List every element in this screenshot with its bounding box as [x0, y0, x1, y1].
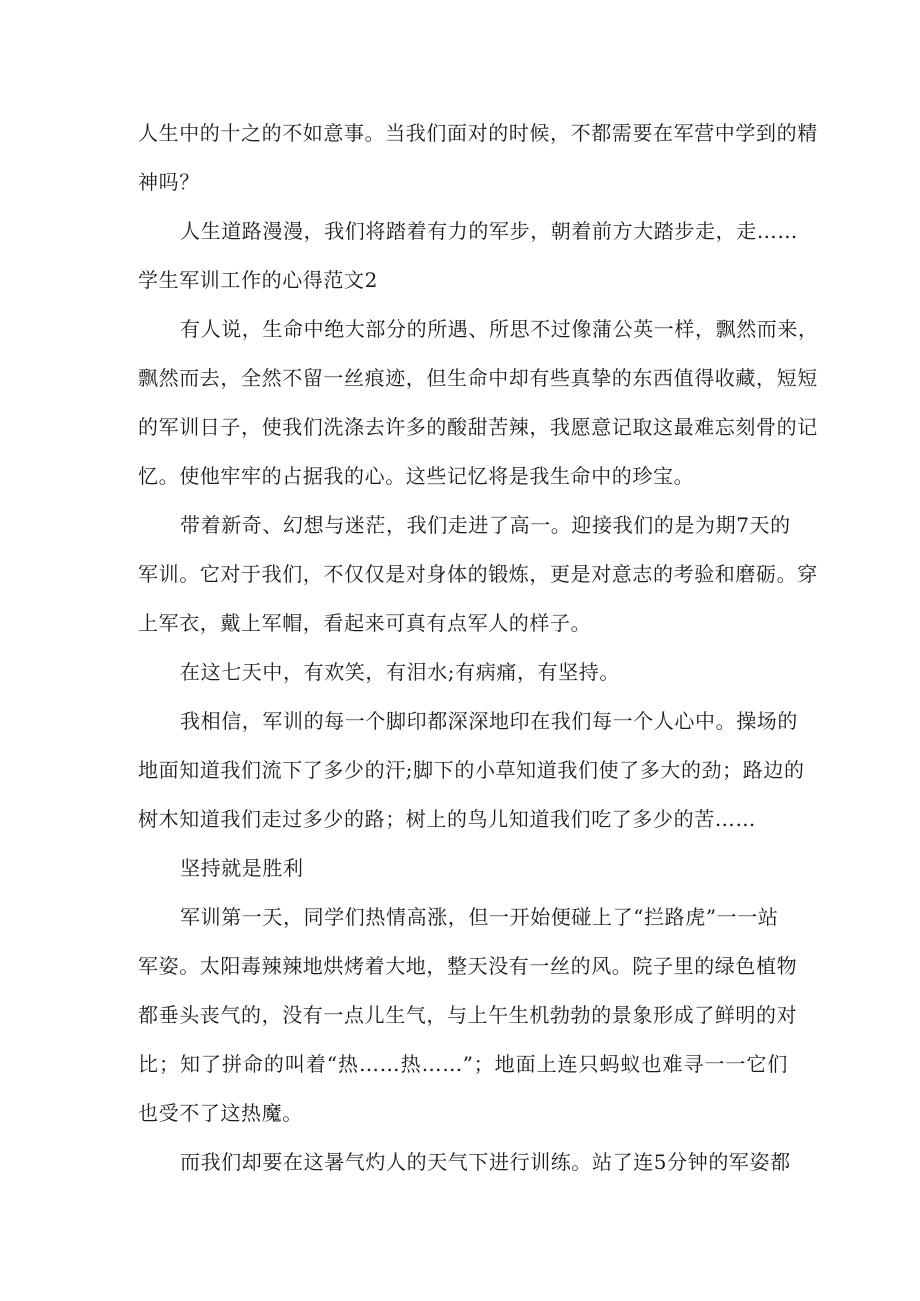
text-line: 忆。使他牢牢的占据我的心。这些记忆将是我生命中的珍宝。	[138, 464, 695, 488]
text-line: 我相信，军训的每一个脚印都深深地印在我们每一个人心中。操场的	[180, 709, 798, 733]
text-line: 上军衣，戴上军帽，看起来可真有点军人的样子。	[138, 611, 592, 635]
subheading: 坚持就是胜利	[180, 856, 304, 880]
text-line: 带着新奇、幻想与迷茫，我们走进了高一。迎接我们的是为期7天的	[180, 513, 791, 537]
text-line: 比；知了拼命的叫着“热……热……”；地面上连只蚂蚁也难寻一一它们	[138, 1052, 788, 1076]
text-line: 而我们却要在这暑气灼人的天气下进行训练。站了连5分钟的军姿都	[180, 1150, 791, 1174]
text-line: 军训第一天，同学们热情高涨，但一开始便碰上了“拦路虎”一一站	[180, 905, 779, 929]
text-line: 有人说，生命中绝大部分的所遇、所思不过像蒲公英一样，飘然而来，	[180, 317, 819, 341]
text-line: 地面知道我们流下了多少的汗;脚下的小草知道我们使了多大的劲；路边的	[138, 758, 805, 782]
text-line: 人生中的十之的不如意事。当我们面对的时候，不都需要在军营中学到的精	[138, 121, 818, 145]
text-line: 军训。它对于我们，不仅仅是对身体的锻炼，更是对意志的考验和磨砺。穿	[138, 562, 818, 586]
text-line: 树木知道我们走过多少的路；树上的鸟儿知道我们吃了多少的苦……	[138, 807, 756, 831]
text-line: 的军训日子，使我们洗涤去许多的酸甜苦辣，我愿意记取这最难忘刻骨的记	[138, 415, 818, 439]
text-line: 人生道路漫漫，我们将踏着有力的军步，朝着前方大踏步走，走……	[180, 219, 798, 243]
text-line: 军姿。太阳毒辣辣地烘烤着大地，整天没有一丝的风。院子里的绿色植物	[138, 954, 798, 978]
text-line: 在这七天中，有欢笑，有泪水;有病痛，有坚持。	[180, 660, 620, 684]
text-line: 也受不了这热魔。	[138, 1101, 303, 1125]
section-heading: 学生军训工作的心得范文2	[138, 268, 378, 292]
text-line: 都垂头丧气的，没有一点儿生气，与上午生机勃勃的景象形成了鲜明的对	[138, 1003, 798, 1027]
text-line: 神吗？	[138, 170, 200, 194]
text-line: 飘然而去，全然不留一丝痕迹，但生命中却有些真挚的东西值得收藏，短短	[138, 366, 818, 390]
